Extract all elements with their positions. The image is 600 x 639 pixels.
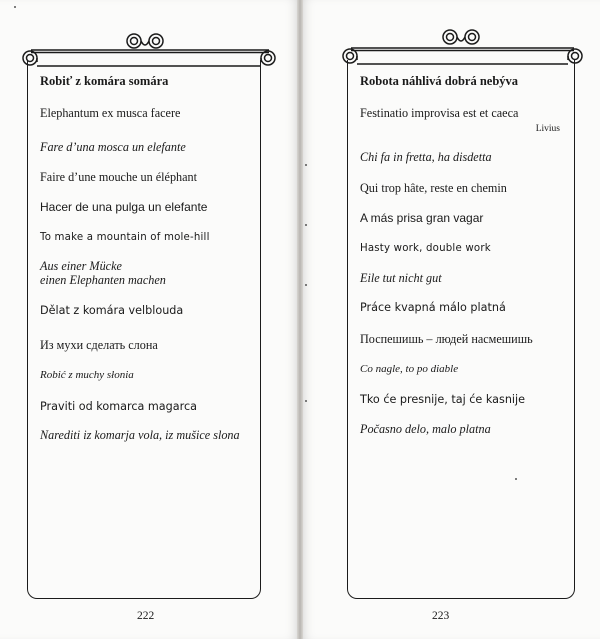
proverb-czech: Práce kvapná málo platná	[360, 301, 506, 314]
proverb-french: Qui trop hâte, reste en chemin	[360, 181, 507, 195]
proverb-russian: Из мухи сделать слона	[40, 338, 158, 352]
proverb-english: To make a mountain of mole-hill	[40, 232, 210, 243]
proverb-italian: Chi fa in fretta, ha disdetta	[360, 150, 492, 164]
proverb-spanish: Hacer de una pulga un elefante	[40, 200, 208, 214]
proverb-french: Faire d’une mouche un éléphant	[40, 170, 198, 184]
proverb-latin: Elephantum ex musca facere	[40, 106, 181, 120]
proverb-title: Robiť z komára somára	[40, 74, 169, 88]
proverb-german-line1: Aus einer Mücke	[40, 259, 122, 273]
page-number: 222	[137, 610, 155, 622]
text-frame	[347, 60, 575, 599]
proverb-spanish: A más prisa gran vagar	[360, 211, 484, 225]
proverb-german: Eile tut nicht gut	[360, 271, 442, 285]
proverb-polish: Robić z muchy słonia	[40, 369, 134, 381]
proverb-german-line2: einen Elephanten machen	[40, 273, 166, 287]
proverb-english: Hasty work, double work	[360, 243, 491, 254]
text-frame	[27, 60, 261, 599]
proverb-italian: Fare d’una mosca un elefante	[40, 140, 186, 154]
proverb-serbian: Počasno delo, malo platna	[360, 422, 491, 436]
right-page	[300, 0, 600, 639]
book-gutter	[297, 0, 303, 639]
proverb-croatian: Tko će presnije, taj će kasnije	[360, 393, 526, 406]
proverb-slovenian: Narediti iz komarja vola, iz mušice slona	[40, 428, 240, 442]
proverb-serbian: Praviti od komarca magarca	[40, 400, 197, 413]
proverb-polish: Co nagle, to po diable	[360, 363, 459, 375]
proverb-latin: Festinatio improvisa est et caeca	[360, 106, 519, 120]
proverb-title: Robota náhlivá dobrá nebýva	[360, 74, 519, 88]
proverb-czech: Dělat z komára velblouda	[40, 304, 184, 317]
source-attribution: Livius	[535, 124, 560, 134]
proverb-russian: Поспешишь – людей насмешишь	[360, 332, 533, 346]
page-number: 223	[432, 610, 450, 622]
